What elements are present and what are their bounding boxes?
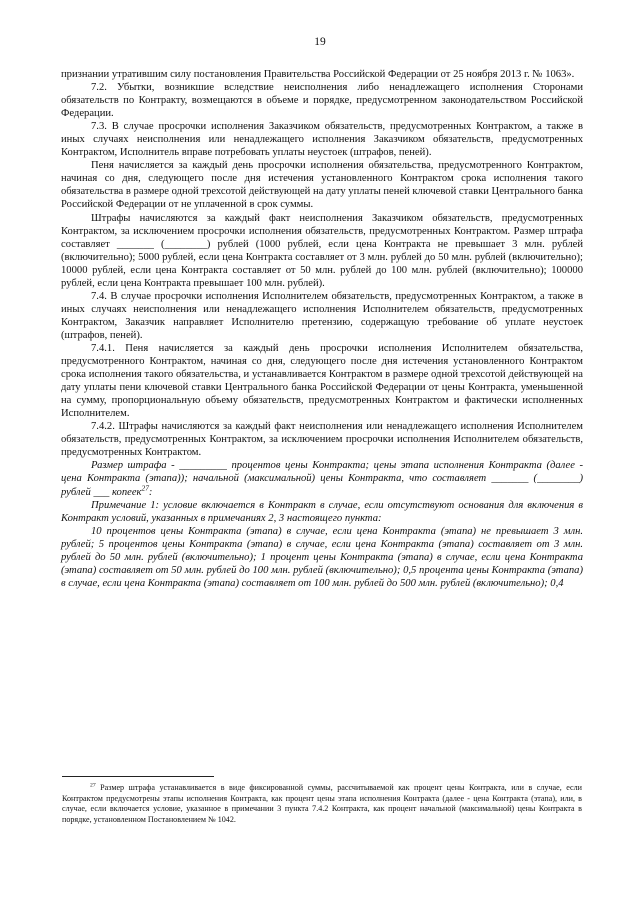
paragraph-7-4-2: 7.4.2. Штрафы начисляются за каждый факт неисполнения или ненадлежащего исполнения Исполнителем обязательств, предусмотренных Контрактом, за исключением просрочки исполнения Исполнителем обязательств, предусмотренных Контрактом. bbox=[61, 421, 583, 459]
footnote-text: Размер штрафа устанавливается в виде фиксированной суммы, рассчитываемой как процент цены Контракта, или в случае, если Контрактом предусмотрены этапы исполнения Контракта, как процент цены этапа исполнения Контракта (далее - цена Контракта (этапа), или, в случае, если включается условие, указанное в примечании 3 пункта 7.4.2 Контракта, как процент начальной (максимальной) цены Контракта в порядке, установленном Постановлением № 1042. bbox=[62, 783, 582, 824]
document-body bbox=[61, 68, 583, 590]
paragraph-continuation: признании утратившим силу постановления Правительства Российской Федерации от 25 ноября 2013 г. № 1063». bbox=[61, 69, 575, 80]
paragraph-7-3: 7.3. В случае просрочки исполнения Заказчиком обязательств, предусмотренных Контрактом, а также в иных случаях неисполнения или ненадлежащего исполнения Заказчиком обязательств, предусмотренных Контрактом, Исполнитель вправе потребовать уплаты неустоек (штрафов, пеней). bbox=[61, 121, 583, 159]
paragraph-7-4: 7.4. В случае просрочки исполнения Исполнителем обязательств, предусмотренных Контрактом, а также в иных случаях неисполнения или ненадлежащего исполнения Исполнителем обязательств, предусмотренных Контрактом, Заказчик направляет Исполнителю претензию, содержащую требование об уплате неустоек (штрафов, пеней). bbox=[61, 290, 583, 341]
paragraph-note-1: Примечание 1: условие включается в Контракт в случае, если отсутствуют основания для включения в Контракт условий, указанных в примечаниях 2, 3 настоящего пункта: bbox=[61, 499, 583, 524]
page-number: 19 bbox=[314, 36, 326, 48]
paragraph-percent-scale: 10 процентов цены Контракта (этапа) в случае, если цена Контракта (этапа) не превышает 3 млн. рублей; 5 процентов цены Контракта (этапа) в случае, если цена Контракта (этапа) составляет от 3 млн. рублей до 50 млн. рублей (включительно); 1 процент цены Контракта (этапа) в случае, если цена Контракта (этапа) составляет от 50 млн. рублей до 100 млн. рублей (включительно); 0,5 процента цены Контракта (этапа) в случае, если цена Контракта (этапа) составляет от 100 млн. рублей до 500 млн. рублей (включительно); 0,4 bbox=[61, 525, 583, 589]
footnote-number: 27 bbox=[90, 782, 96, 789]
paragraph-fines-customer: Штрафы начисляются за каждый факт неисполнения Заказчиком обязательств, предусмотренных Контрактом, за исключением просрочки исполнения обязательств, предусмотренных Контрактом. Размер штрафа составляет _______ (________) рублей (1000 рублей, если цена Контракта не превышает 3 млн. рублей (включительно); 5000 рублей, если цена Контракта составляет от 3 млн. рублей до 50 млн. рублей (включительно); 10000 рублей, если цена Контракта составляет от 50 млн. рублей до 100 млн. рублей (включительно); 100000 рублей, если цена Контракта превышает 100 млн. рублей). bbox=[61, 212, 583, 289]
paragraph-penalty-customer: Пеня начисляется за каждый день просрочки исполнения обязательства, предусмотренного Контрактом, начиная со дня, следующего после дня истечения установленного Контрактом срока исполнения такого обязательства в размере одной трехсотой действующей на дату уплаты пеней ключевой ставки Центрального банка Российской Федерации от не уплаченной в срок суммы. bbox=[61, 160, 583, 211]
footnote-reference[interactable]: 27 bbox=[141, 482, 149, 492]
footnote-reference-suffix: : bbox=[148, 486, 153, 498]
fine-amount-text: Размер штрафа - _________ процентов цены Контракта; цены этапа исполнения Контракта (далее - цена Контракта (этапа)); начальной (максимальной) цены Контракта, что составляет _______ (________) рублей ___ копеек bbox=[61, 460, 583, 498]
paragraph-fine-amount bbox=[61, 459, 583, 498]
paragraph-7-4-1: 7.4.1. Пеня начисляется за каждый день просрочки исполнения Исполнителем обязательства, предусмотренного Контрактом, начиная со дня, следующего после дня истечения установленного Контрактом срока исполнения такого обязательства, и устанавливается Контрактом в размере одной трехсотой действующей на дату уплаты пени ключевой ставки Центрального банка Российской Федерации от цены Контракта, уменьшенной на сумму, пропорциональную объему обязательств, предусмотренных Контрактом и фактически исполненных Исполнителем. bbox=[61, 342, 583, 420]
paragraph-7-2: 7.2. Убытки, возникшие вследствие неисполнения либо ненадлежащего исполнения Сторонами обязательств по Контракту, возмещаются в объеме и порядке, предусмотренном законодательством Российской Федерации. bbox=[61, 82, 583, 120]
footnote-divider bbox=[62, 776, 214, 777]
footnote-27 bbox=[62, 783, 582, 825]
